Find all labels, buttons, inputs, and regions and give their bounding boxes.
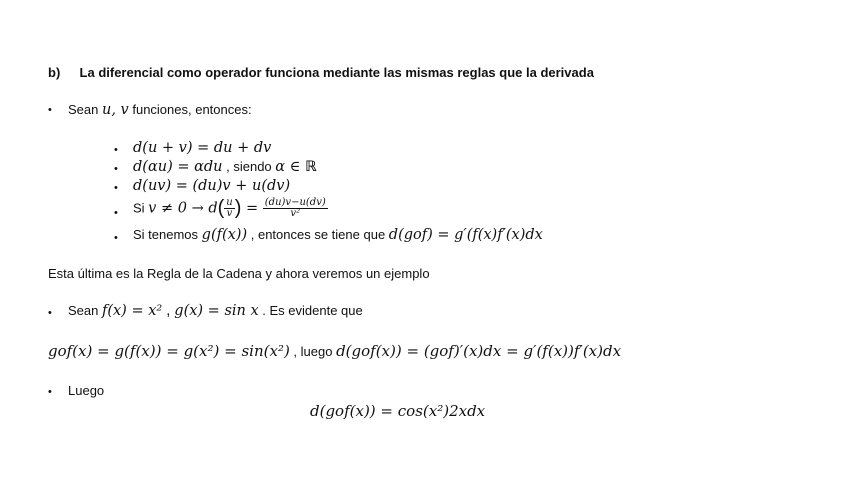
rule-scalar: d(αu) = αdu , siendo α ∈ ℝ xyxy=(133,159,317,175)
bullet-dot: • xyxy=(114,144,118,156)
section-heading xyxy=(48,65,594,80)
bullet-dot: • xyxy=(48,104,52,116)
chain-rule-note: Esta última es la Regla de la Cadena y ahora veremos un ejemplo xyxy=(48,266,430,281)
rule-product: d(uv) = (du)v + u(dv) xyxy=(133,178,291,194)
section-title: La diferencial como operador funciona mediante las mismas reglas que la derivada xyxy=(79,65,594,80)
vars-uv: u, v xyxy=(101,102,129,118)
rule-chain: Si tenemos g(f(x)) , entonces se tiene que d(gof) = g′(f(x)f′(x)dx xyxy=(133,227,543,243)
bullet-dot: • xyxy=(48,386,52,398)
bullet-dot: • xyxy=(114,163,118,175)
result-formula: d(gof(x)) = cos(x²)2xdx xyxy=(310,402,486,420)
example-composition: gof(x) = g(f(x)) = g(x²) = sin(x²) , luego d(gof(x)) = (gof)′(x)dx = g′(f(x))f′(x)dx xyxy=(48,342,622,360)
rule-quotient: Si v ≠ 0 → d( $\frac{u}{v}$ ) = $\frac{(du)v-u(dv)}{\text{v²}}$ xyxy=(133,197,326,219)
rule-sum: d(u + v) = du + dv xyxy=(133,140,272,156)
functions-intro: Sean u, v funciones, entonces: xyxy=(68,102,252,118)
bullet-dot: • xyxy=(114,232,118,244)
example-definitions: Sean f(x) = x² , g(x) = sin x . Es evidente que xyxy=(68,303,363,319)
bullet-dot: • xyxy=(48,307,52,319)
bullet-dot: • xyxy=(114,207,118,219)
bullet-dot: • xyxy=(114,182,118,194)
section-label: b) xyxy=(48,65,61,80)
luego-label: Luego xyxy=(68,383,105,398)
